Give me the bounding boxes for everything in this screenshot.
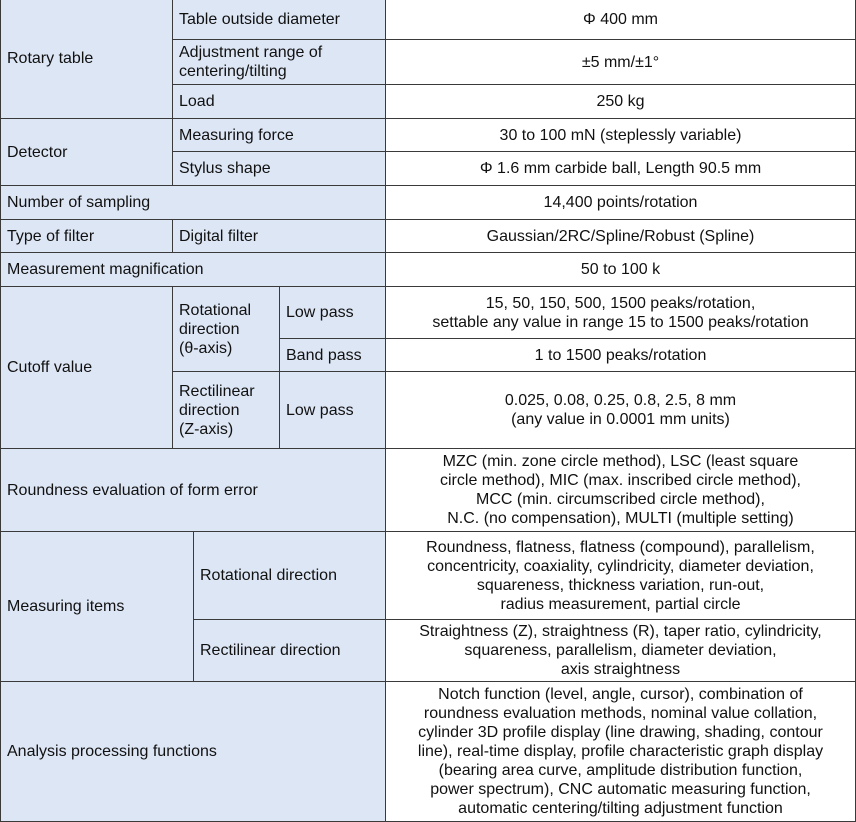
cutoff-rotational-low-pass-label: Low pass [279,286,386,339]
digital-filter-label: Digital filter [172,219,386,253]
cutoff-rotational-band-pass-label: Band pass [279,338,386,372]
load-label: Load [172,84,386,119]
cutoff-rotational-low-pass-value: 15, 50, 150, 500, 1500 peaks/rotation, settable any value in range 15 to 1500 peaks/rotation [385,286,856,339]
cutoff-label: Cutoff value [0,286,173,449]
measuring-force-value: 30 to 100 mN (steplessly variable) [385,118,856,152]
analysis-label: Analysis processing functions [0,681,386,822]
measuring-rotational-value: Roundness, flatness, flatness (compound), parallelism, concentricity, coaxiality, cylindricity, diameter deviation, squareness, thickness variation, run-out, radius measurement, partial circle [385,531,856,620]
load-value: 250 kg [385,84,856,119]
table-outside-diameter-value: Φ 400 mm [385,0,856,40]
cutoff-rectilinear-low-pass-label: Low pass [279,371,386,449]
filter-label: Type of filter [0,219,173,253]
measuring-items-label: Measuring items [0,531,194,682]
measuring-rectilinear-label: Rectilinear direction [193,619,386,682]
stylus-shape-value: Φ 1.6 mm carbide ball, Length 90.5 mm [385,151,856,186]
sampling-label: Number of sampling [0,185,386,220]
stylus-shape-label: Stylus shape [172,151,386,186]
table-outside-diameter-label: Table outside diameter [172,0,386,40]
magnification-value: 50 to 100 k [385,252,856,287]
roundness-label: Roundness evaluation of form error [0,448,386,532]
analysis-value: Notch function (level, angle, cursor), combination of roundness evaluation methods, nominal value collation, cylinder 3D profile display (line drawing, shading, contour line), real-time display, profile characteristic graph display (bearing area curve, amplitude distribution function, power spectrum), CNC automatic measuring function, automatic centering/tilting adjustment function [385,681,856,822]
cutoff-rotational-label: Rotational direction (θ-axis) [172,286,280,372]
magnification-label: Measurement magnification [0,252,386,287]
cutoff-rectilinear-low-pass-value: 0.025, 0.08, 0.25, 0.8, 2.5, 8 mm (any value in 0.0001 mm units) [385,371,856,449]
adjustment-range-label: Adjustment range of centering/tilting [172,39,386,85]
cutoff-rectilinear-label: Rectilinear direction (Z-axis) [172,371,280,449]
adjustment-range-value: ±5 mm/±1° [385,39,856,85]
sampling-value: 14,400 points/rotation [385,185,856,220]
rotary-table-label: Rotary table [0,0,173,119]
measuring-force-label: Measuring force [172,118,386,152]
filter-value: Gaussian/2RC/Spline/Robust (Spline) [385,219,856,253]
measuring-rotational-label: Rotational direction [193,531,386,620]
measuring-rectilinear-value: Straightness (Z), straightness (R), taper ratio, cylindricity, squareness, parallelism, diameter deviation, axis straightness [385,619,856,682]
cutoff-rotational-band-pass-value: 1 to 1500 peaks/rotation [385,338,856,372]
detector-label: Detector [0,118,173,186]
roundness-value: MZC (min. zone circle method), LSC (least square circle method), MIC (max. inscribed circle method), MCC (min. circumscribed circle method), N.C. (no compensation), MULTI (multiple setting) [385,448,856,532]
